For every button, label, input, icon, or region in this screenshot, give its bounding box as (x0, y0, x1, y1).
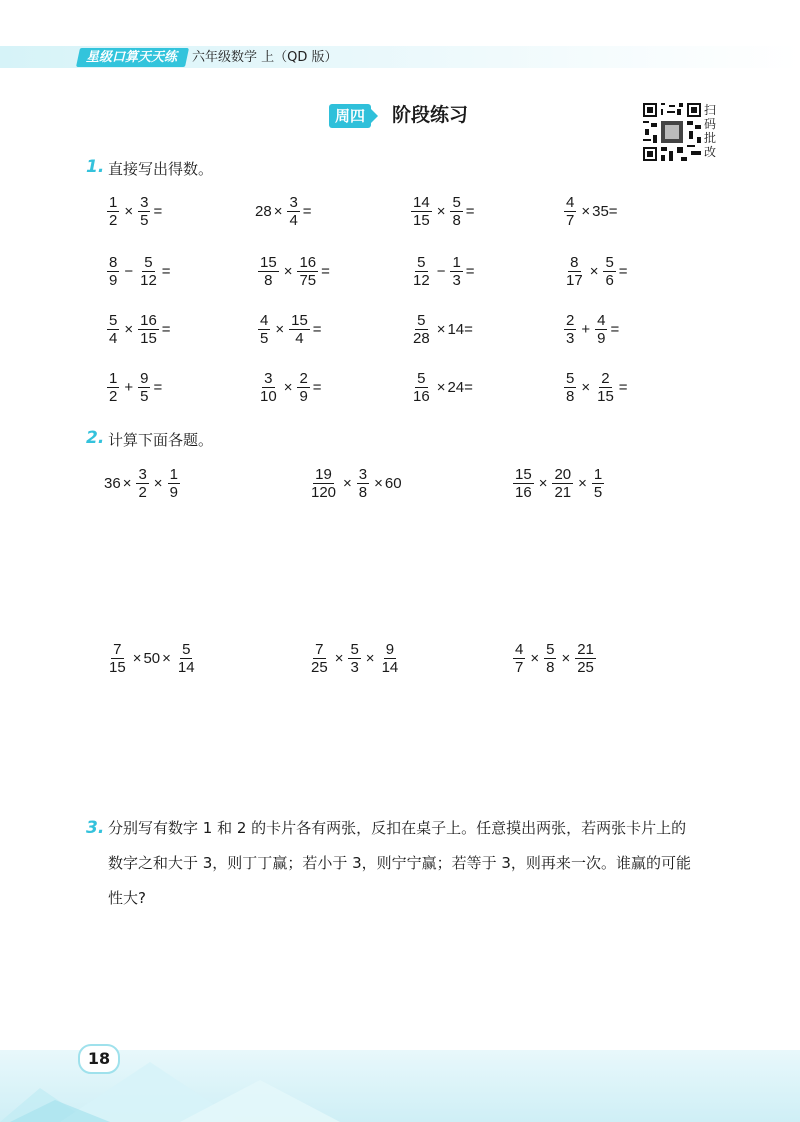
numerator: 9 (385, 641, 395, 658)
q2-expression (510, 466, 607, 501)
day-tag: 周四 (329, 104, 371, 128)
denominator: 5 (260, 330, 269, 347)
denominator: 9 (299, 388, 308, 405)
question-1-number: 1. (86, 157, 105, 177)
numerator: 5 (452, 194, 461, 211)
fraction (258, 312, 270, 347)
fraction (513, 466, 534, 501)
numerator: 3 (138, 466, 147, 483)
numerator: 1 (109, 194, 118, 211)
denominator: 4 (295, 330, 304, 347)
q2-expression (306, 641, 403, 676)
denominator: 8 (452, 212, 461, 229)
equals-sign: = (161, 263, 171, 280)
fraction (552, 466, 573, 501)
q1-expression (104, 370, 162, 405)
q2-expression (104, 641, 200, 676)
equals-sign: = (610, 321, 620, 338)
fraction (411, 194, 432, 229)
fraction (107, 370, 119, 405)
footer-mountains (0, 1040, 800, 1122)
equals-sign: = (465, 263, 475, 280)
question-3-number: 3. (86, 818, 105, 838)
fraction (107, 312, 119, 347)
numerator: 5 (144, 254, 153, 271)
numerator: 2 (566, 312, 575, 329)
fraction (258, 370, 279, 405)
denominator: 16 (515, 484, 532, 501)
numerator: 1 (169, 466, 178, 483)
qr-hint: 扫码批改 (704, 103, 717, 159)
question-3-line-3: 性大? (108, 889, 146, 907)
denominator: 10 (260, 388, 277, 405)
q1-expression (408, 194, 475, 229)
numerator: 15 (260, 254, 277, 271)
equals-sign: = (618, 379, 628, 396)
denominator: 8 (264, 272, 273, 289)
numerator: 5 (109, 312, 118, 329)
denominator: 7 (566, 212, 575, 229)
operator: × (122, 475, 132, 492)
numerator: 19 (315, 466, 332, 483)
denominator: 15 (597, 388, 614, 405)
numerator: 3 (264, 370, 273, 387)
operator: − (436, 263, 446, 280)
q1-expression (104, 254, 171, 289)
denominator: 9 (109, 272, 118, 289)
denominator: 9 (597, 330, 606, 347)
numerator: 4 (260, 312, 269, 329)
q1-expression (561, 370, 628, 405)
operator: × (436, 203, 446, 220)
denominator: 3 (566, 330, 575, 347)
fraction (450, 254, 462, 289)
operator: × (334, 650, 344, 667)
denominator: 3 (350, 659, 359, 676)
denominator: 7 (515, 659, 524, 676)
numerator: 5 (417, 254, 426, 271)
whole-number: 50 (143, 650, 161, 667)
numerator: 1 (452, 254, 461, 271)
fraction (258, 254, 279, 289)
denominator: 2 (109, 212, 118, 229)
q1-expression (408, 312, 473, 347)
book-title: 六年级数学 上（QD 版） (192, 50, 338, 65)
fraction (138, 312, 159, 347)
denominator: 75 (299, 272, 317, 289)
operator: × (283, 263, 293, 280)
numerator: 3 (358, 466, 368, 483)
whole-number: 28 (255, 203, 272, 220)
numerator: 4 (566, 194, 575, 211)
denominator: 8 (566, 388, 575, 405)
q1-expression (561, 194, 618, 229)
denominator: 17 (566, 272, 583, 289)
question-3-line-1: 分别写有数字 1 和 2 的卡片各有两张，反扣在桌子上。任意摸出两张，若两张卡片上的 (108, 819, 687, 837)
fraction (297, 370, 309, 405)
operator: × (530, 650, 540, 667)
question-3-line-2: 数字之和大于 3，则丁丁赢；若小于 3，则宁宁赢；若等于 3，则再来一次。谁赢的可能 (108, 854, 691, 872)
whole-number: 36 (104, 475, 121, 492)
denominator: 5 (140, 388, 149, 405)
operator: × (436, 379, 446, 396)
q2-expression (510, 641, 599, 676)
numerator: 4 (597, 312, 606, 329)
operator: × (124, 321, 134, 338)
numerator: 5 (566, 370, 575, 387)
fraction (357, 466, 369, 501)
denominator: 5 (593, 484, 603, 501)
fraction (592, 466, 604, 501)
denominator: 4 (109, 330, 118, 347)
fraction (603, 254, 615, 289)
denominator: 120 (311, 484, 337, 501)
denominator: 8 (358, 484, 368, 501)
operator: × (578, 475, 587, 492)
numerator: 21 (577, 641, 594, 658)
q1-expression (255, 254, 330, 289)
numerator: 3 (140, 194, 149, 211)
section-title: 阶段练习 (392, 104, 469, 126)
equals-sign: = (321, 263, 330, 280)
numerator: 20 (554, 466, 572, 483)
numerator: 4 (515, 641, 524, 658)
denominator: 2 (109, 388, 118, 405)
fraction (138, 370, 150, 405)
operator: × (273, 203, 283, 220)
operator: × (436, 321, 446, 338)
operator: × (365, 650, 375, 667)
fraction (544, 641, 556, 676)
fraction (564, 370, 576, 405)
numerator: 5 (546, 641, 555, 658)
operator: × (374, 475, 383, 492)
equals-sign: = (302, 203, 312, 220)
fraction (138, 194, 150, 229)
operator: × (283, 379, 293, 396)
operator: × (561, 650, 571, 667)
fraction (297, 254, 318, 289)
numerator: 3 (289, 194, 298, 211)
denominator: 16 (413, 388, 430, 405)
qr-code-icon[interactable] (643, 103, 701, 161)
fraction (380, 641, 401, 676)
fraction (309, 466, 338, 501)
q1-expression (561, 312, 619, 347)
fraction (138, 254, 159, 289)
whole-number: 24= (447, 379, 473, 396)
denominator: 2 (138, 484, 147, 501)
q1-expression (408, 370, 473, 405)
denominator: 9 (169, 484, 178, 501)
numerator: 1 (593, 466, 603, 483)
numerator: 7 (315, 641, 324, 658)
numerator: 2 (601, 370, 610, 387)
denominator: 12 (140, 272, 157, 289)
denominator: 15 (413, 212, 430, 229)
q1-expression (408, 254, 475, 289)
equals-sign: = (153, 203, 163, 220)
operator: × (581, 203, 591, 220)
denominator: 28 (413, 330, 430, 347)
fraction (564, 312, 576, 347)
q1-expression (255, 312, 322, 347)
numerator: 2 (299, 370, 308, 387)
fraction (564, 194, 576, 229)
operator: × (124, 203, 134, 220)
q1-expression (104, 194, 162, 229)
fraction (411, 254, 432, 289)
whole-number: 35= (592, 203, 618, 220)
denominator: 8 (546, 659, 555, 676)
denominator: 14 (177, 659, 195, 676)
fraction (450, 194, 462, 229)
q1-expression (561, 254, 628, 289)
question-2-number: 2. (86, 428, 105, 448)
operator: × (589, 263, 599, 280)
numerator: 15 (515, 466, 532, 483)
numerator: 14 (413, 194, 430, 211)
fraction (107, 641, 128, 676)
day-tag-arrow (370, 108, 378, 124)
equals-sign: = (161, 321, 171, 338)
denominator: 12 (413, 272, 430, 289)
numerator: 1 (109, 370, 118, 387)
fraction (595, 370, 616, 405)
operator: + (581, 321, 591, 338)
denominator: 21 (554, 484, 572, 501)
operator: × (132, 650, 142, 667)
numerator: 16 (140, 312, 157, 329)
whole-number: 60 (384, 475, 402, 492)
q2-expression (306, 466, 402, 501)
fraction (411, 370, 432, 405)
q1-expression (104, 312, 171, 347)
fraction (107, 194, 119, 229)
operator: × (538, 475, 548, 492)
numerator: 8 (109, 254, 118, 271)
equals-sign: = (312, 379, 322, 396)
operator: × (153, 475, 163, 492)
fraction (287, 194, 299, 229)
denominator: 15 (140, 330, 157, 347)
numerator: 8 (570, 254, 579, 271)
fraction (136, 466, 148, 501)
equals-sign: = (312, 321, 322, 338)
fraction (513, 641, 525, 676)
fraction (595, 312, 607, 347)
question-2-text: 计算下面各题。 (108, 431, 214, 449)
operator: − (124, 263, 134, 280)
q2-expression (104, 466, 183, 501)
numerator: 5 (605, 254, 614, 271)
fraction (564, 254, 585, 289)
fraction (107, 254, 119, 289)
fraction (309, 641, 330, 676)
numerator: 7 (113, 641, 122, 658)
operator: × (162, 650, 171, 667)
numerator: 5 (417, 370, 426, 387)
denominator: 5 (140, 212, 149, 229)
fraction (575, 641, 596, 676)
question-1-text: 直接写出得数。 (108, 160, 214, 178)
denominator: 14 (381, 659, 399, 676)
numerator: 9 (140, 370, 149, 387)
denominator: 4 (289, 212, 298, 229)
page-number: 18 (78, 1044, 120, 1074)
denominator: 15 (109, 659, 126, 676)
fraction (176, 641, 197, 676)
equals-sign: = (153, 379, 163, 396)
series-badge: 星级口算天天练 (76, 48, 189, 67)
q1-expression (255, 194, 312, 229)
operator: × (343, 475, 352, 492)
operator: × (275, 321, 285, 338)
equals-sign: = (618, 263, 628, 280)
operator: × (581, 379, 591, 396)
numerator: 5 (350, 641, 359, 658)
denominator: 3 (452, 272, 461, 289)
numerator: 16 (299, 254, 317, 271)
q1-expression (255, 370, 322, 405)
denominator: 25 (311, 659, 328, 676)
operator: + (124, 379, 134, 396)
denominator: 6 (605, 272, 614, 289)
fraction (411, 312, 432, 347)
equals-sign: = (465, 203, 475, 220)
numerator: 5 (182, 641, 191, 658)
fraction (168, 466, 180, 501)
fraction (289, 312, 310, 347)
denominator: 25 (577, 659, 594, 676)
numerator: 15 (291, 312, 308, 329)
numerator: 5 (417, 312, 426, 329)
fraction (348, 641, 360, 676)
whole-number: 14= (447, 321, 473, 338)
